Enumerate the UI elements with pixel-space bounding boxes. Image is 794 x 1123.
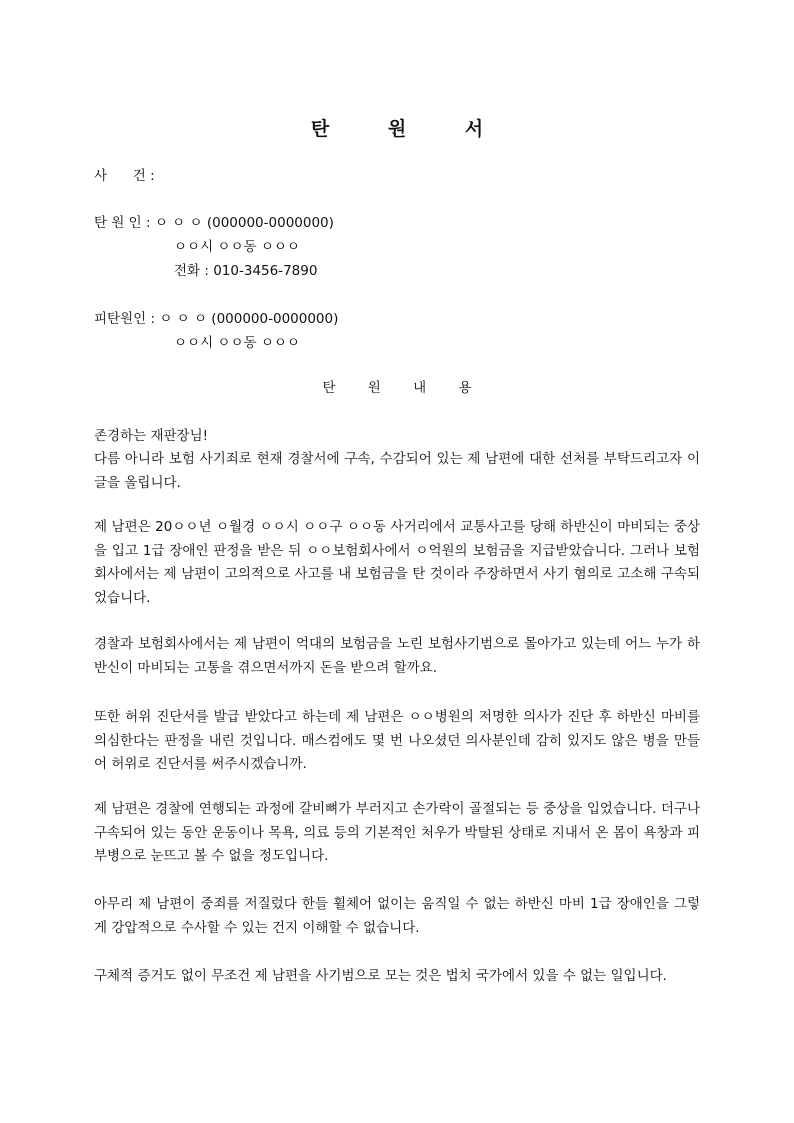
petitioner-label: 탄 원 인 : [94,215,151,231]
paragraph-6 [94,893,700,940]
greeting: 존경하는 재판장님! [94,428,209,444]
paragraph-text: 제 남편은 20ㅇㅇ년 ㅇ월경 ㅇㅇ시 ㅇㅇ구 ㅇㅇ동 사거리에서 교통사고를 당해 하반신이 마비되는 중상을 입고 1급 장애인 판정을 받은 뒤 ㅇㅇ보험회사에서 ㅇ억원의 보험금을 지급받았습니다. 그러나 보험회사에서는 제 남편이 고의적으로 사고를 내 보험금을 탄 것이라 주장하면서 사기 혐의로 고소해 구속되었습니다. [94,519,700,606]
paragraph-text: 제 남편은 경찰에 연행되는 과정에 갈비뼈가 부러지고 손가락이 골절되는 등 중상을 입었습니다. 더구나 구속되어 있는 동안 운동이나 목욕, 의료 등의 기본적인 처우가 박탈된 상태로 지내서 온 몸이 욕창과 피부병으로 눈뜨고 볼 수 없을 정도입니다. [94,801,700,864]
case-line [94,166,155,186]
paragraph-text: 또한 허위 진단서를 발급 받았다고 하는데 제 남편은 ㅇㅇ병원의 저명한 의사가 진단 후 하반신 마비를 의심한다는 판정을 내린 것입니다. 매스컴에도 몇 번 나오셨던 의사분인데 감히 있지도 않은 병을 만들어 허위로 진단서를 써주시겠습니까. [94,709,700,772]
petitioner-name-id: ㅇ ㅇ ㅇ (000000-0000000) [154,215,334,231]
paragraph-1 [94,448,700,495]
document-title: 탄 원 서 [310,118,510,140]
petitioner-phone: 전화 : 010-3456-7890 [174,263,318,279]
paragraph-text: 다름 아니라 보험 사기죄로 현재 경찰서에 구속, 수감되어 있는 제 남편에 대한 선처를 부탁드리고자 이 글을 올립니다. [94,451,700,491]
petitioner-line [94,213,334,233]
paragraph-3 [94,633,700,680]
paragraph-text: 구체적 증거도 없이 무조건 제 남편을 사기범으로 모는 것은 법치 국가에서 있을 수 없는 일입니다. [94,968,667,984]
respondent-address: ㅇㅇ시 ㅇㅇ동 ㅇㅇㅇ [174,335,300,351]
paragraph-text: 경찰과 보험회사에서는 제 남편이 억대의 보험금을 노린 보험사기범으로 몰아가고 있는데 어느 누가 하반신이 마비되는 고통을 겪으면서까지 돈을 받으려 할까요. [94,636,700,676]
content-subheading: 탄 원 내 용 [322,380,486,396]
paragraph-2 [94,516,700,610]
paragraph-4 [94,706,700,777]
paragraph-7 [94,965,700,989]
paragraph-5 [94,798,700,869]
case-label: 사 건 : [94,168,155,184]
paragraph-text: 아무리 제 남편이 중죄를 저질렀다 한들 휠체어 없이는 움직일 수 없는 하반신 마비 1급 장애인을 그렇게 강압적으로 수사할 수 있는 건지 이해할 수 없습니다. [94,896,700,936]
respondent-label: 피탄원인 : [94,311,156,327]
petitioner-address: ㅇㅇ시 ㅇㅇ동 ㅇㅇㅇ [174,239,300,255]
respondent-name-id: ㅇ ㅇ ㅇ (000000-0000000) [159,311,339,327]
respondent-line [94,309,338,329]
